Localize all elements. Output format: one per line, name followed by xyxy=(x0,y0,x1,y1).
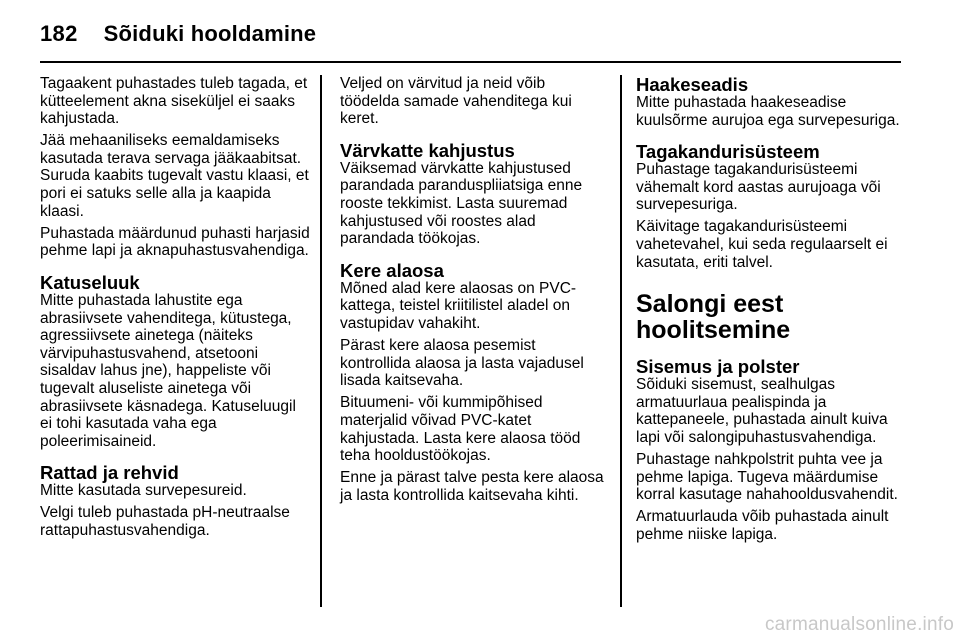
column-divider xyxy=(620,75,622,607)
paragraph: Puhastage tagakandurisüsteemi vähemalt kord aastas aurujoaga või survepesuriga. xyxy=(636,161,881,214)
paragraph: Mõned alad kere alaosas on PVC-kattega, teistel kriitilistel aladel on vastupidav vahakiht. xyxy=(340,279,577,332)
section-heading: Sisemus ja polster xyxy=(636,356,800,378)
paragraph: Puhastada määrdunud puhasti harjasid pehme lapi ja aknapuhastusvahendiga. xyxy=(40,224,310,260)
page-number: 182 xyxy=(40,21,78,46)
paragraph: Tagaakent puhastades tuleb tagada, et kütteelement akna siseküljel ei saaks kahjustada. xyxy=(40,75,308,128)
page-title: Sõiduki hooldamine xyxy=(103,21,317,46)
paragraph: Käivitage tagakandurisüsteemi vahetevahel, kui seda regulaarselt ei kasutata, eriti talvel. xyxy=(636,218,888,271)
paragraph: Pärast kere alaosa pesemist kontrollida alaosa ja lasta vajadusel lisada kaitsevaha. xyxy=(340,337,584,390)
header-rule xyxy=(40,61,901,63)
column-2 xyxy=(340,75,605,509)
paragraph: Mitte kasutada survepesureid. xyxy=(40,482,247,500)
paragraph: Sõiduki sisemust, sealhulgas armatuurlaua pealispinda ja kattepaneele, puhastada ainult kuiva lapi või salongipuhastusvahendiga. xyxy=(636,376,888,447)
paragraph: Mitte puhastada lahustite ega abrasiivsete vahenditega, kütustega, agressiivsete ainetega (näiteks värvipuhastusvahend, atsetooni sisaldav lahus jne), happeliste või tugevalt aluseliste ainetega või abrasiivsete käsnadega. Katuseluugil ei tohi kasutada vaha ega poleerimisaineid. xyxy=(40,291,296,450)
paragraph: Armatuurlauda võib puhastada ainult pehme niiske lapiga. xyxy=(636,508,889,543)
paragraph: Velgi tuleb puhastada pH-neutraalse rattapuhastusvahendiga. xyxy=(40,504,290,539)
section-heading: Tagakandurisüsteem xyxy=(636,141,820,163)
column-3 xyxy=(636,75,904,548)
paragraph: Jää mehaaniliseks eemaldamiseks kasutada terava servaga jääkaabitsat. Suruda kaabits tugevalt vastu klaasi, et pori ei satuks selle alla ja kaapida klaasi. xyxy=(40,132,309,220)
paragraph: Mitte puhastada haakeseadise kuulsõrme aurujoa ega survepesuriga. xyxy=(636,94,900,129)
paragraph: Puhastage nahkpolstrit puhta vee ja pehme lapiga. Tugeva määrdumise korral kasutage nahahooldusvahendit. xyxy=(636,451,898,504)
paragraph: Bituumeni- või kummipõhised materjalid võivad PVC-katet kahjustada. Lasta kere alaosa tööd teha hooldustöökojas. xyxy=(340,394,581,465)
paragraph: Väiksemad värvkatte kahjustused parandada paranduspliiatsiga enne rooste tekkimist. Lasta suuremad kahjustused või roostes alad parandada töökojas. xyxy=(340,159,583,248)
column-1 xyxy=(40,75,310,544)
section-heading: Värvkatte kahjustus xyxy=(340,139,515,161)
section-heading: Haakeseadis xyxy=(636,74,749,95)
page-header xyxy=(40,16,316,52)
section-heading: Katuseluuk xyxy=(40,271,140,293)
chapter-heading: Salongi eest hoolitsemine xyxy=(636,290,791,345)
watermark: carmanualsonline.info xyxy=(764,614,954,635)
paragraph: Enne ja pärast talve pesta kere alaosa ja lasta kontrollida kaitsevaha kihti. xyxy=(340,469,604,504)
section-heading: Rattad ja rehvid xyxy=(40,462,179,484)
column-divider xyxy=(320,75,322,607)
section-heading: Kere alaosa xyxy=(340,259,444,281)
paragraph: Veljed on värvitud ja neid võib töödelda samade vahenditega kui keret. xyxy=(340,75,572,128)
